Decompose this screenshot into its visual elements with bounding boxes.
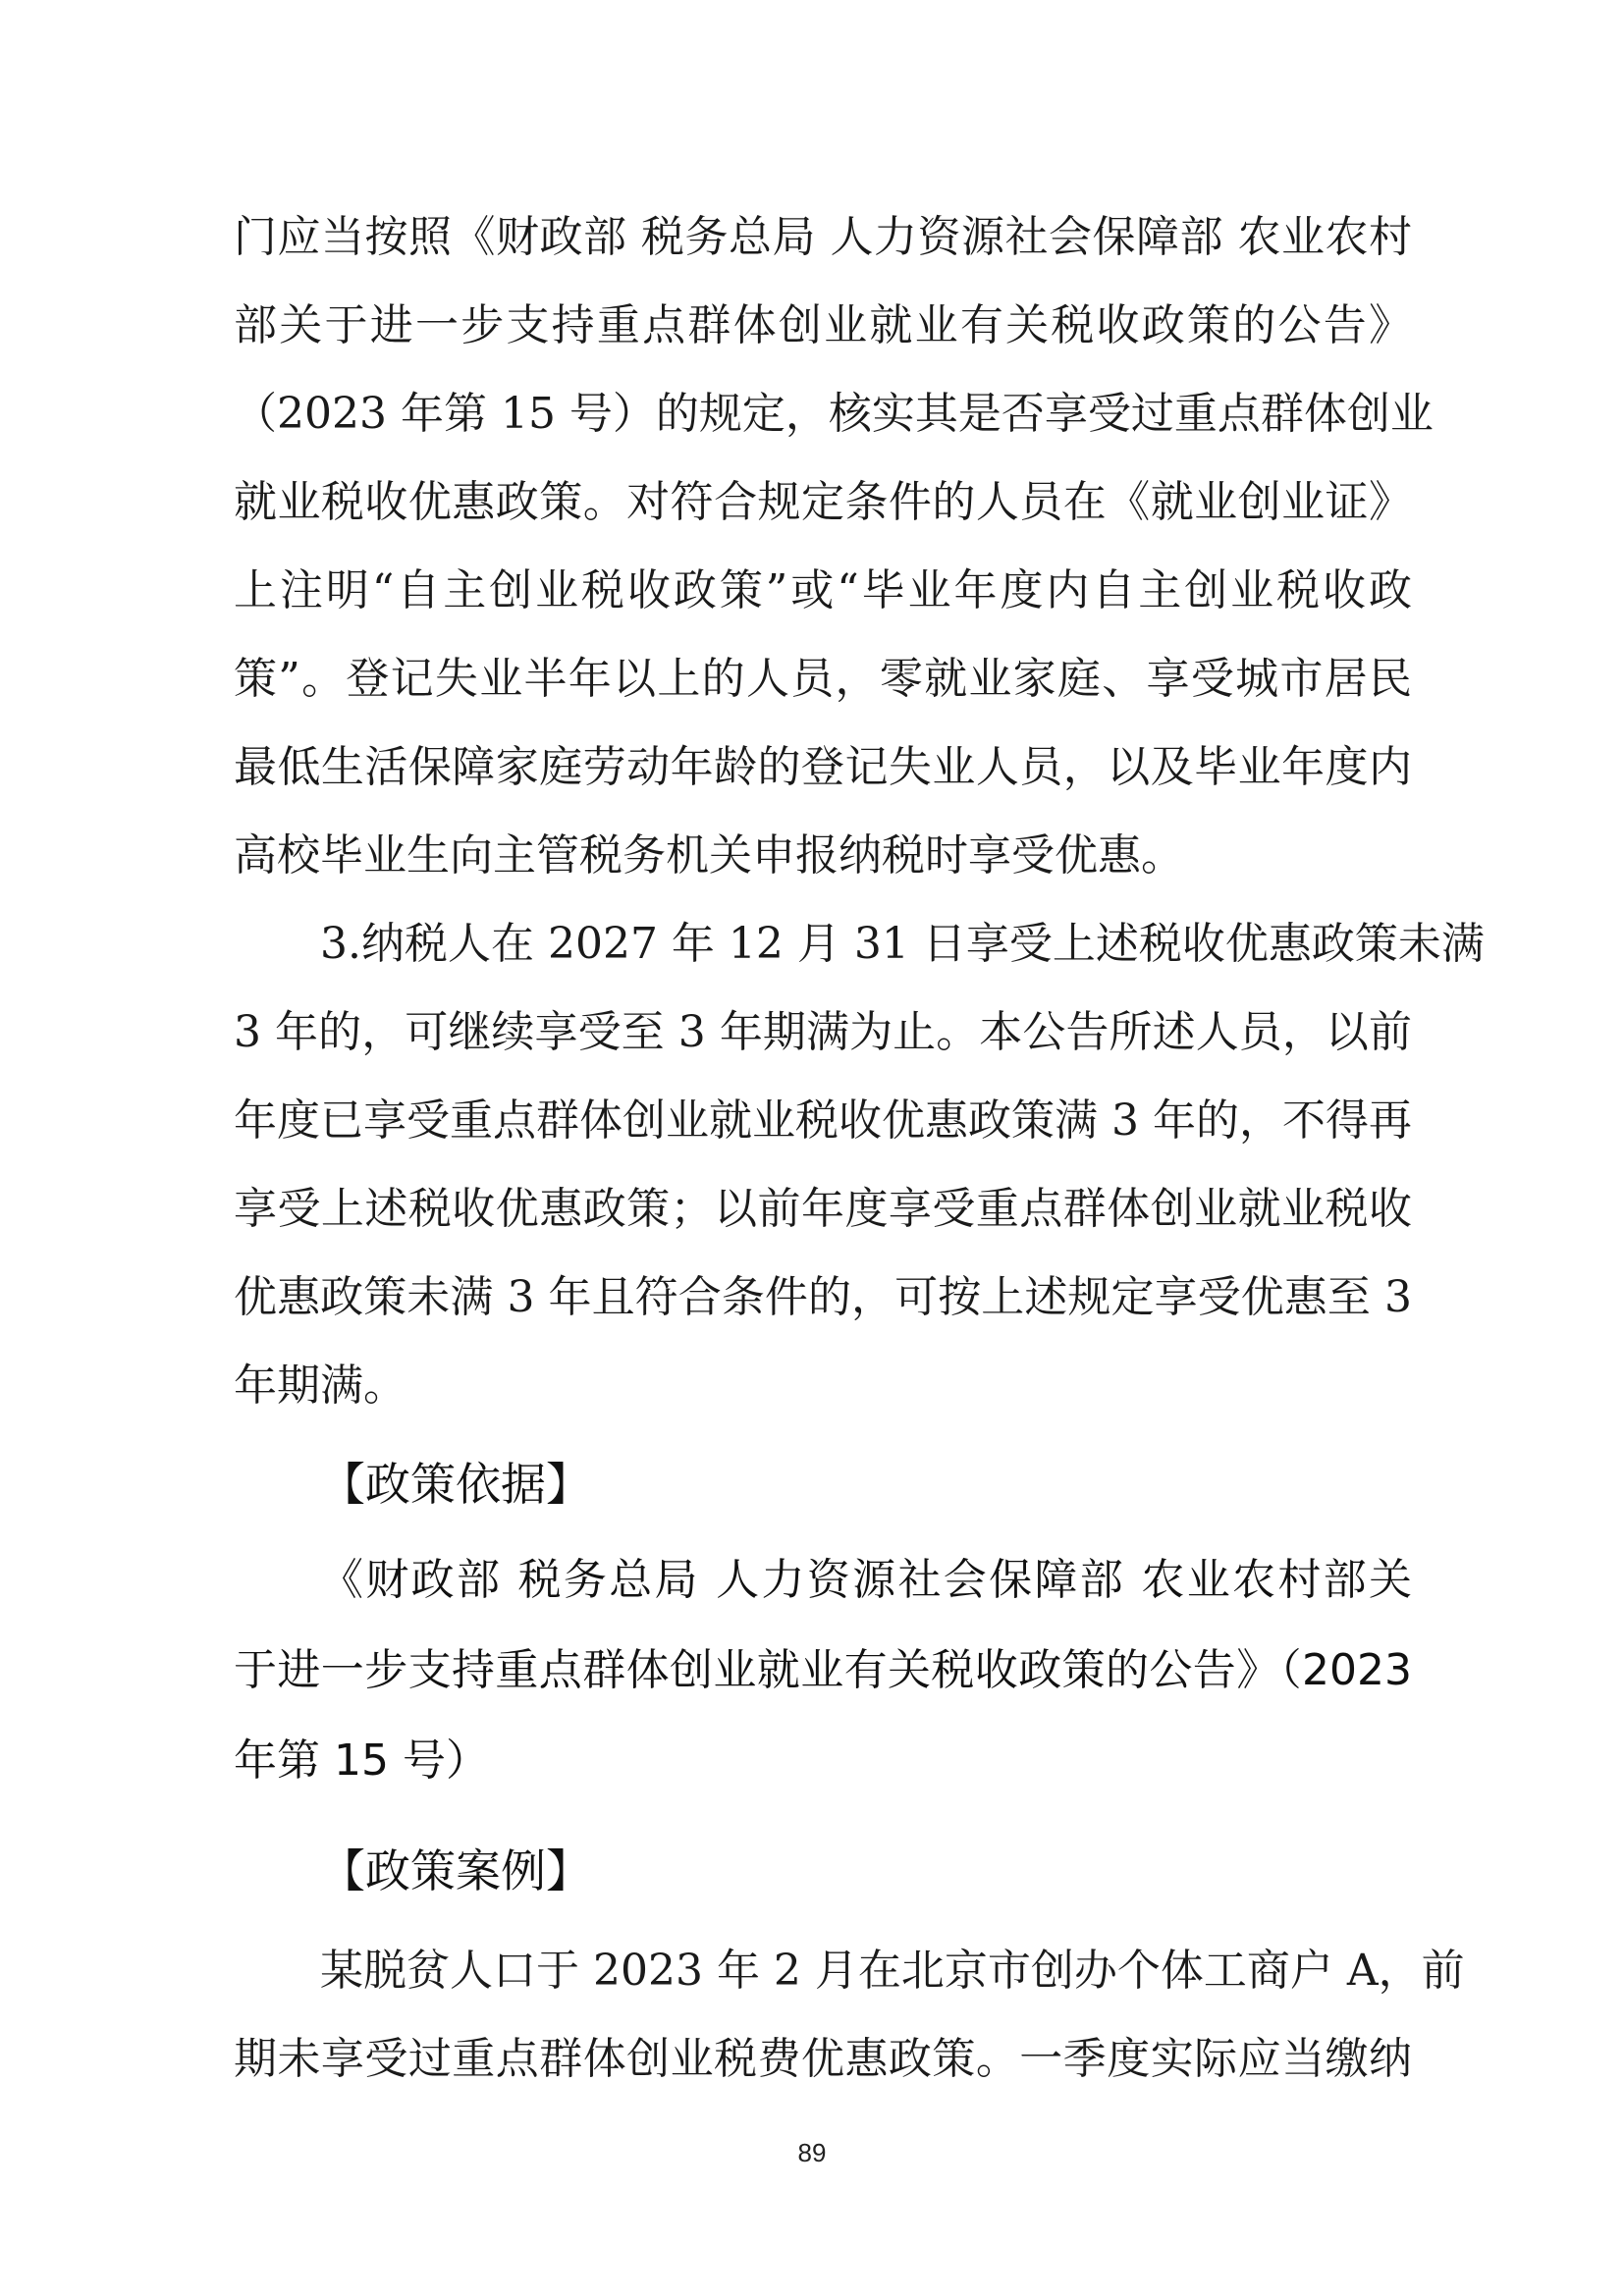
case-line-2: 期未享受过重点群体创业税费优惠政策。一季度实际应当缴纳 [234,2034,1412,2084]
body-line-3: （2023 年第 15 号）的规定，核实其是否享受过重点群体创业 [234,389,1434,439]
basis-line-3: 年第 15 号） [234,1735,489,1786]
item3-line-2: 3 年的，可继续享受至 3 年期满为止。本公告所述人员，以前 [234,1007,1412,1057]
body-line-2: 部关于进一步支持重点群体创业就业有关税收政策的公告》 [234,300,1412,350]
body-line-5: 上注明“自主创业税收政策”或“毕业年度内自主创业税收政 [234,565,1412,615]
basis-line-1: 《财政部 税务总局 人力资源社会保障部 农业农村部关 [320,1555,1412,1605]
page-number: 89 [797,2138,827,2167]
body-line-1: 门应当按照《财政部 税务总局 人力资源社会保障部 农业农村 [234,212,1412,262]
basis-line-2: 于进一步支持重点群体创业就业有关税收政策的公告》（2023 [234,1645,1412,1695]
policy-case-heading: 【政策案例】 [320,1844,591,1897]
body-line-7: 最低生活保障家庭劳动年龄的登记失业人员，以及毕业年度内 [234,742,1412,792]
item3-line-3: 年度已享受重点群体创业就业税收优惠政策满 3 年的，不得再 [234,1095,1412,1146]
body-line-8: 高校毕业生向主管税务机关申报纳税时享受优惠。 [234,830,1184,881]
item3-line-1: 3.纳税人在 2027 年 12 月 31 日享受上述税收优惠政策未满 [320,919,1485,969]
case-line-1: 某脱贫人口于 2023 年 2 月在北京市创办个体工商户 A，前 [320,1946,1465,1996]
body-line-6: 策”。登记失业半年以上的人员，零就业家庭、享受城市居民 [234,654,1412,704]
body-line-4: 就业税收优惠政策。对符合规定条件的人员在《就业创业证》 [234,477,1412,527]
policy-basis-heading: 【政策依据】 [320,1458,591,1511]
item3-line-4: 享受上述税收优惠政策；以前年度享受重点群体创业就业税收 [234,1184,1412,1234]
item3-line-5: 优惠政策未满 3 年且符合条件的，可按上述规定享受优惠至 3 [234,1272,1412,1322]
item3-line-6: 年期满。 [234,1361,406,1411]
